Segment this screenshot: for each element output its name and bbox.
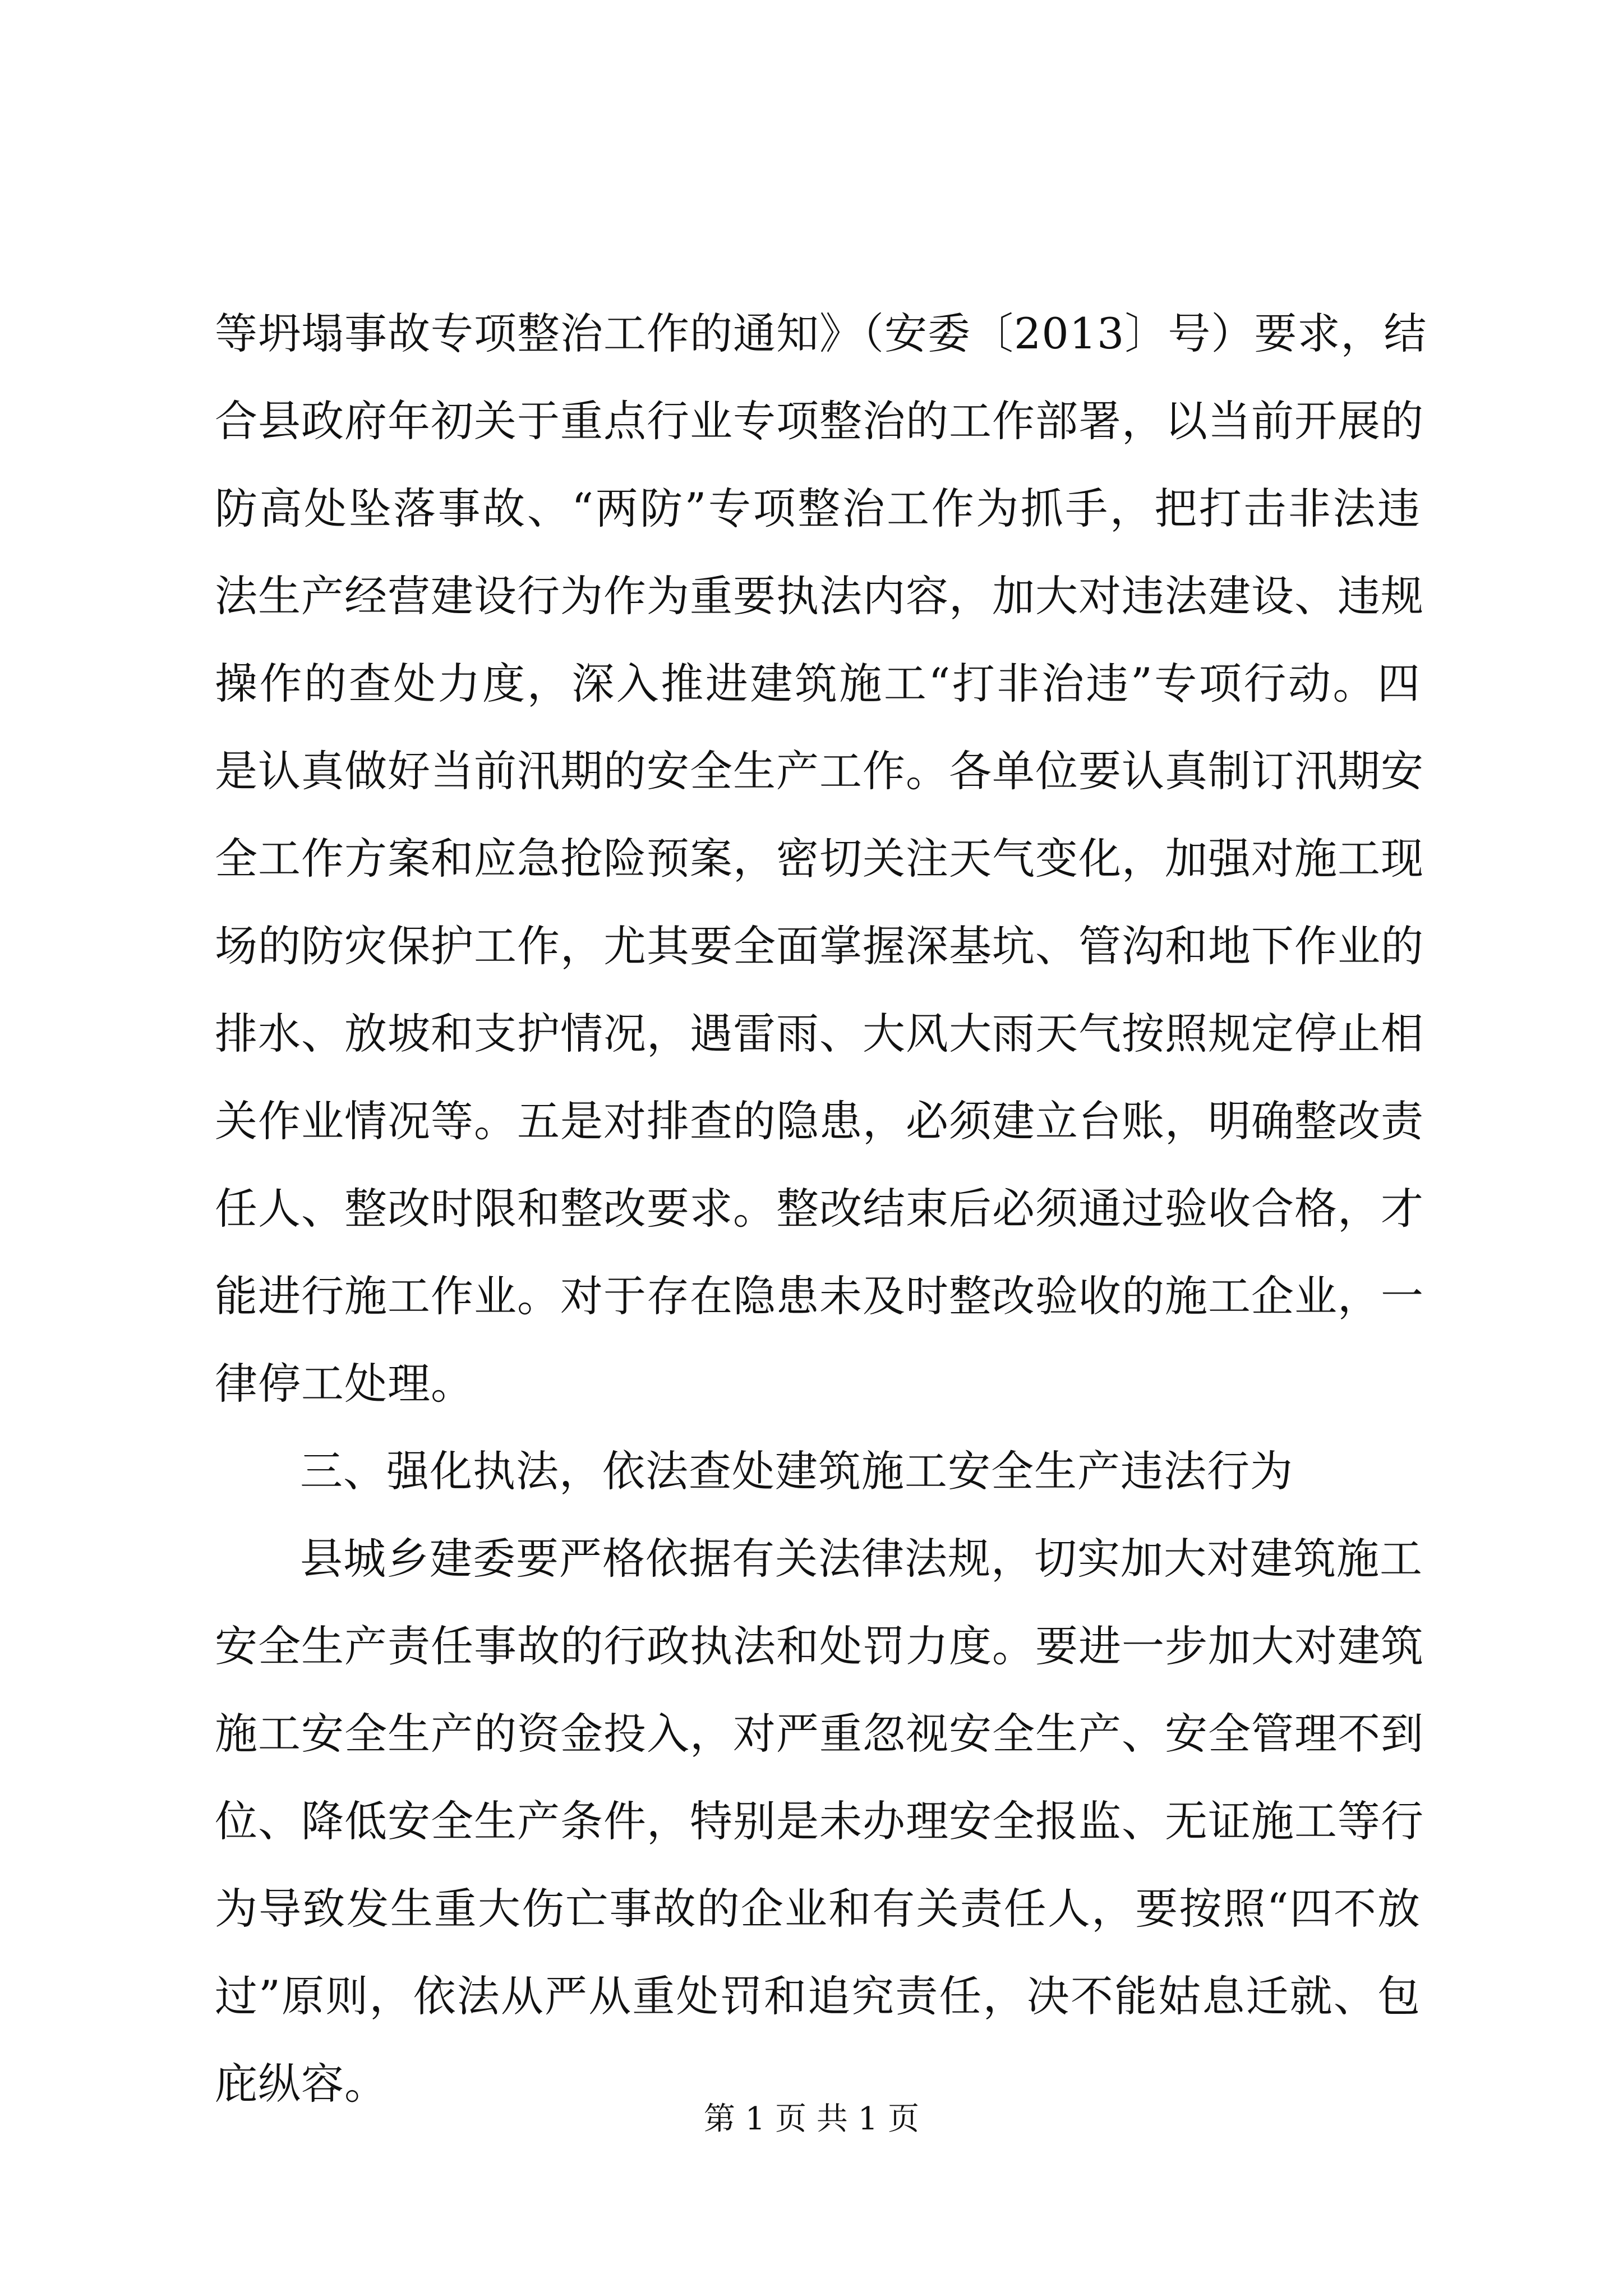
paragraph-1-line-13: 律停工处理。 <box>215 1359 474 1409</box>
paragraph-1-line-9: 排水、放坡和支护情况，遇雷雨、大风大雨天气按照规定停止相 <box>215 1009 1424 1059</box>
paragraph-1-line-1: 等坍塌事故专项整治工作的通知》（安委〔2013〕号）要求，结 <box>215 309 1427 358</box>
paragraph-1-line-10: 关作业情况等。五是对排查的隐患，必须建立台账，明确整改责 <box>215 1096 1424 1146</box>
document-body <box>215 290 1427 2128</box>
paragraph-1-line-12: 能进行施工作业。对于存在隐患未及时整改验收的施工企业，一 <box>215 1271 1424 1321</box>
paragraph-2-line-2: 安全生产责任事故的行政执法和处罚力度。要进一步加大对建筑 <box>215 1621 1424 1671</box>
paragraph-1-line-2: 合县政府年初关于重点行业专项整治的工作部署，以当前开展的 <box>215 396 1424 446</box>
paragraph-1-line-5: 操作的查处力度，深入推进建筑施工“打非治违”专项行动。四 <box>215 659 1421 708</box>
paragraph-1-line-7: 全工作方案和应急抢险预案，密切关注天气变化，加强对施工现 <box>215 834 1424 884</box>
section-heading: 三、强化执法，依法查处建筑施工安全生产违法行为 <box>300 1446 1293 1496</box>
paragraph-2-line-1: 县城乡建委要严格依据有关法律法规，切实加大对建筑施工 <box>300 1534 1423 1584</box>
paragraph-2-line-7: 庇纵容。 <box>215 2059 388 2109</box>
paragraph-1-line-11: 任人、整改时限和整改要求。整改结束后必须通过验收合格，才 <box>215 1184 1424 1234</box>
page-number-footer: 第 1 页 共 1 页 <box>703 2101 920 2137</box>
paragraph-1-line-8: 场的防灾保护工作，尤其要全面掌握深基坑、管沟和地下作业的 <box>215 921 1424 971</box>
paragraph-2-line-3: 施工安全生产的资金投入，对严重忽视安全生产、安全管理不到 <box>215 1709 1424 1759</box>
paragraph-1-line-6: 是认真做好当前汛期的安全生产工作。各单位要认真制订汛期安 <box>215 746 1424 796</box>
paragraph-1-line-4: 法生产经营建设行为作为重要执法内容，加大对违法建设、违规 <box>215 571 1424 621</box>
paragraph-2-line-5: 为导致发生重大伤亡事故的企业和有关责任人，要按照“四不放 <box>215 1884 1421 1934</box>
paragraph-1-line-3: 防高处坠落事故、“两防”专项整治工作为抓手，把打击非法违 <box>215 484 1421 533</box>
paragraph-2-line-6: 过”原则，依法从严从重处罚和追究责任，决不能姑息迁就、包 <box>215 1971 1421 2021</box>
paragraph-2-line-4: 位、降低安全生产条件，特别是未办理安全报监、无证施工等行 <box>215 1796 1424 1846</box>
